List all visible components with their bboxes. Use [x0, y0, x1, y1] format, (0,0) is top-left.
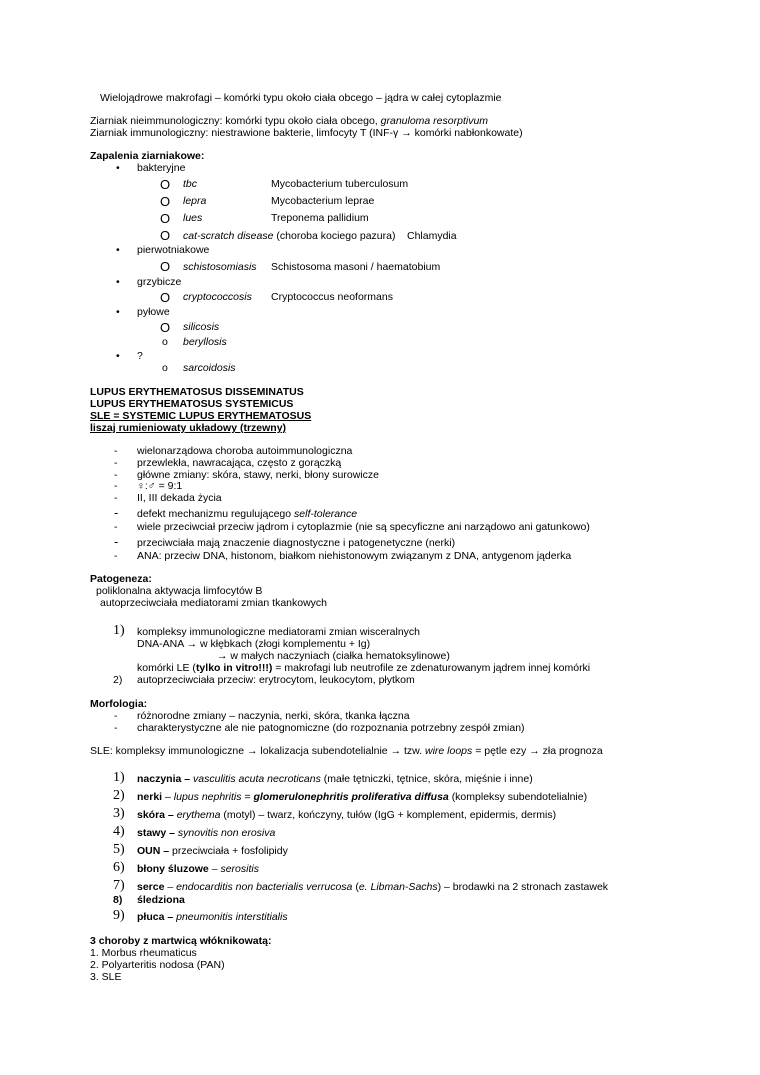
organ-5-rest: przeciwciała + fosfolipidy — [172, 845, 288, 857]
sle-line — [90, 745, 603, 757]
organ-num: 5) — [113, 842, 125, 857]
organ-6-bold: błony śluzowe — [137, 863, 209, 875]
bullet: • — [116, 244, 120, 256]
pat-n1-c-bold: tylko in vitro!!!) — [195, 662, 273, 674]
zap-grzybicze: grzybicze — [137, 276, 182, 288]
zap-lepra-org: Mycobacterium leprae — [271, 195, 375, 207]
pat-n2-text: autoprzeciwciała przeciw: erytrocytom, leukocytom, płytkom — [137, 674, 415, 686]
lupus-d1: wielonarządowa choroba autoimmunologiczna — [137, 445, 353, 457]
pat-p1: poliklonalna aktywacja limfocytów B — [96, 585, 263, 597]
dash: - — [114, 505, 119, 520]
three-c2: 2. Polyarteritis nodosa (PAN) — [90, 959, 225, 971]
dash: - — [114, 457, 118, 469]
zap-cat-note: (choroba kociego pazura) — [276, 230, 396, 242]
zap-tbc-org: Mycobacterium tuberculosum — [271, 178, 409, 190]
intro-line-2 — [90, 115, 488, 127]
pat-title: Patogeneza: — [90, 573, 152, 585]
intro-line-2-text: Ziarniak nieimmunologiczny: komórki typu około ciała obcego, — [90, 115, 378, 127]
small-circle-marker: o — [162, 336, 168, 348]
organ-7-italic: – endocarditis non bacterialis verrucosa — [167, 881, 353, 893]
zap-title: Zapalenia ziarniakowe: — [90, 150, 205, 162]
organ-9 — [137, 911, 288, 923]
zap-silicosis: silicosis — [183, 321, 220, 333]
organ-4 — [137, 827, 275, 839]
zap-sarcoidosis: sarcoidosis — [183, 362, 236, 374]
morf-m2: charakterystyczne ale nie patognomiczne (do rozpoznania potrzebny zespół zmian) — [137, 722, 525, 734]
zap-crypto-org: Cryptococcus neoformans — [271, 291, 393, 303]
organ-1 — [137, 773, 533, 785]
circle-marker: O — [160, 320, 171, 335]
pat-n1-text: kompleksy immunologiczne mediatorami zmian wisceralnych — [137, 626, 421, 638]
organ-num: 7) — [113, 878, 125, 893]
zap-schisto-org: Schistosoma masoni / haematobium — [271, 261, 441, 273]
circle-marker: O — [160, 194, 171, 209]
lupus-d4: ♀:♂ = 9:1 — [137, 480, 183, 492]
lupus-d7: wiele przeciwciał przeciw jądrom i cytoplazmie (nie są specyficzne ani narządowo ani gatunkowo) — [137, 521, 590, 533]
organ-3-italic: erythema — [176, 809, 221, 821]
organ-3 — [137, 809, 556, 821]
organ-7-rest: ) – brodawki na 2 stronach zastawek — [437, 881, 609, 893]
lupus-d9: ANA: przeciw DNA, histonom, białkom niehistonowym związanym z DNA, antygenom jąderka — [137, 550, 572, 562]
pat-n1-b: → w małych naczyniach (ciałka hematoksylinowe) — [217, 650, 450, 662]
organ-2-dash: – — [165, 791, 171, 803]
dash: - — [114, 469, 118, 481]
pat-n1-c-post: = makrofagi lub neutrofile ze zdenaturowanym jądrem innej komórki — [275, 662, 591, 674]
organ-4-italic: synovitis non erosiva — [177, 827, 276, 839]
organ-num: 6) — [113, 860, 125, 875]
zap-beryllosis: beryllosis — [183, 336, 227, 348]
bullet: • — [116, 162, 120, 174]
bullet: • — [116, 306, 120, 318]
organ-2-eq: = — [244, 791, 251, 803]
organ-9-italic: pneumonitis interstitialis — [176, 911, 288, 923]
organ-num: 9) — [113, 908, 125, 923]
zap-bakteryjne: bakteryjne — [137, 162, 186, 174]
organ-1-italic: vasculitis acuta necroticans — [193, 773, 321, 785]
organ-1-bold: naczynia – — [137, 773, 191, 785]
circle-marker: O — [160, 259, 171, 274]
pat-n1-c — [137, 662, 590, 674]
morf-title: Morfologia: — [90, 698, 148, 710]
organ-5 — [137, 845, 288, 857]
three-c1: 1. Morbus rheumaticus — [90, 947, 197, 959]
dash: - — [114, 710, 118, 722]
pat-n1-c-pre: komórki LE ( — [137, 662, 196, 674]
organ-3-rest: (motyl) – twarz, kończyny, tułów (IgG + komplement, epidermis, dermis) — [223, 809, 557, 821]
dash: - — [114, 550, 118, 562]
circle-marker: O — [160, 211, 171, 226]
zap-cat-org: Chlamydia — [407, 230, 457, 242]
organ-num: 1) — [113, 770, 125, 785]
pat-num-2: 2) — [113, 674, 123, 686]
zap-pylowe: pyłowe — [137, 306, 170, 318]
organ-4-bold: stawy – — [137, 827, 175, 839]
intro-line-3: Ziarniak immunologiczny: niestrawione bakterie, limfocyty T (INF-γ → komórki nabłonkowate) — [90, 127, 523, 139]
zap-cat-name: cat-scratch disease — [183, 230, 274, 242]
zap-pierwotniakowe: pierwotniakowe — [137, 244, 210, 256]
lupus-d2: przewlekła, nawracająca, często z gorączką — [137, 457, 342, 469]
organ-6 — [137, 863, 259, 875]
bullet: • — [116, 276, 120, 288]
pat-num-1: 1) — [113, 623, 125, 638]
organ-5-bold: OUN – — [137, 845, 170, 857]
organ-9-bold: płuca – — [137, 911, 174, 923]
lupus-title-4: liszaj rumieniowaty układowy (trzewny) — [90, 422, 287, 434]
sle-post: = pętle ezy → zła prognoza — [475, 745, 603, 757]
zap-question: ? — [137, 350, 143, 362]
lupus-d6-italic: self-tolerance — [294, 508, 358, 520]
circle-marker: O — [160, 177, 171, 192]
lupus-d5: II, III dekada życia — [137, 492, 222, 504]
organ-1-rest: (małe tętniczki, tętnice, skóra, mięśnie i inne) — [323, 773, 533, 785]
organ-3-bold: skóra – — [137, 809, 174, 821]
sle-pre: SLE: kompleksy immunologiczne → lokalizacja subendotelialnie → tzw. — [90, 745, 423, 757]
zap-schisto: schistosomiasis — [183, 261, 257, 273]
circle-marker: O — [160, 228, 171, 243]
organ-num: 4) — [113, 824, 125, 839]
organ-2-rest: (kompleksy subendotelialnie) — [451, 791, 588, 803]
lupus-d6-text: defekt mechanizmu regulującego — [137, 508, 292, 520]
zap-lepra: lepra — [183, 195, 207, 207]
dash: - — [114, 492, 118, 504]
organ-2 — [137, 791, 587, 803]
organ-2-italic: lupus nephritis — [173, 791, 242, 803]
lupus-d3: główne zmiany: skóra, stawy, nerki, błony surowicze — [137, 469, 379, 481]
dash: - — [114, 480, 118, 492]
zap-tbc: tbc — [183, 178, 198, 190]
pat-n1-a: DNA-ANA → w kłębkach (złogi komplementu + Ig) — [137, 638, 371, 650]
intro-line-2-italic: granuloma resorptivum — [380, 115, 489, 127]
zap-cat — [183, 230, 395, 242]
organ-2-bold: nerki — [137, 791, 163, 803]
organ-8: śledziona — [137, 894, 185, 906]
pat-p2: autoprzeciwciała mediatorami zmian tkankowych — [100, 597, 328, 609]
organ-7-paren: ( — [355, 881, 359, 893]
circle-marker: O — [160, 290, 171, 305]
organ-7 — [137, 881, 608, 893]
dash: - — [114, 445, 118, 457]
organ-7-italic-2: e. Libman-Sachs — [358, 881, 438, 893]
lupus-title-3: SLE = SYSTEMIC LUPUS ERYTHEMATOSUS — [90, 410, 312, 422]
organ-2-bold-italic: glomerulonephritis proliferativa diffusa — [253, 791, 449, 803]
lupus-d8: przeciwciała mają znaczenie diagnostyczne i patogenetyczne (nerki) — [137, 537, 456, 549]
organ-num: 8) — [113, 894, 123, 906]
bullet: • — [116, 350, 120, 362]
three-c3: 3. SLE — [90, 971, 122, 983]
sle-wire-loops: wire loops — [425, 745, 473, 757]
lupus-d6 — [137, 508, 357, 520]
lupus-title-2: LUPUS ERYTHEMATOSUS SYSTEMICUS — [90, 398, 294, 410]
zap-lues-org: Treponema pallidium — [271, 212, 369, 224]
morf-m1: różnorodne zmiany – naczynia, nerki, skóra, tkanka łączna — [137, 710, 410, 722]
organ-num: 3) — [113, 806, 125, 821]
organ-7-bold: serce — [137, 881, 165, 893]
dash: - — [114, 722, 118, 734]
zap-crypto: cryptococcosis — [183, 291, 252, 303]
three-title: 3 choroby z martwicą włóknikowatą: — [90, 935, 272, 947]
organ-6-italic: – serositis — [211, 863, 259, 875]
zap-lues: lues — [183, 212, 203, 224]
lupus-title-1: LUPUS ERYTHEMATOSUS DISSEMINATUS — [90, 386, 304, 398]
dash: - — [114, 521, 118, 533]
organ-num: 2) — [113, 788, 125, 803]
intro-line-1: Wielojądrowe makrofagi – komórki typu około ciała obcego – jądra w całej cytoplazmie — [100, 92, 502, 104]
dash: - — [114, 534, 119, 549]
small-circle-marker: o — [162, 362, 168, 374]
